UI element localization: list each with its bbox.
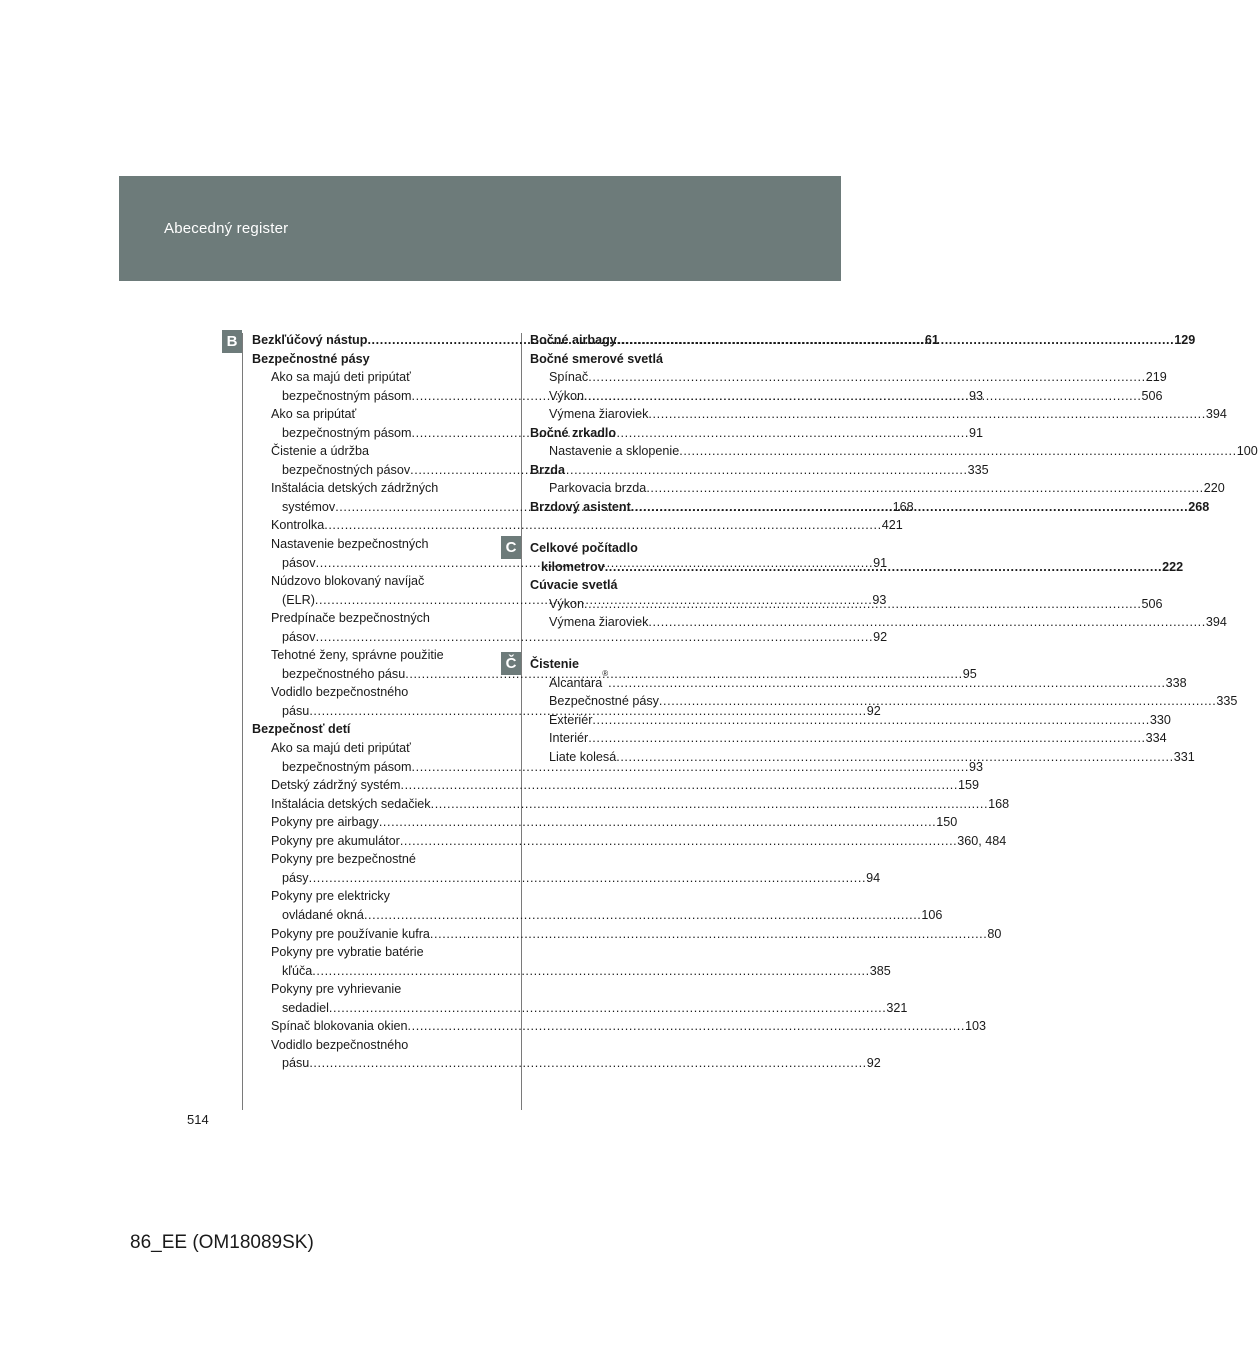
index-entry-page: 92 (866, 703, 881, 718)
index-entry-term: Exteriér (549, 712, 593, 727)
index-entry-page: 94 (866, 870, 881, 885)
index-entry-page: 95 (962, 666, 977, 681)
index-entry-term: bezpečnostným pásom (282, 388, 412, 403)
index-entry-page: 385 (869, 963, 891, 978)
index-entry (252, 962, 891, 981)
index-entry (252, 776, 979, 795)
index-entry-term: Alcantara (549, 675, 603, 690)
index-entry-term: (ELR) (282, 592, 315, 607)
index-entry-term: Pokyny pre akumulátor (271, 833, 400, 848)
index-entry-term: Bezpečnostné pásy (549, 694, 659, 709)
index-entry-term: sedadiel (282, 1000, 329, 1015)
index-entry (252, 720, 472, 739)
index-entry-page: 100 (1236, 444, 1258, 459)
index-entry (252, 628, 888, 647)
index-entry-term: Ako sa pripútať (271, 407, 357, 422)
index-entry (252, 1036, 472, 1055)
index-entry-term: Pokyny pre elektricky (271, 889, 390, 904)
index-entry (252, 572, 472, 591)
leader-dots (312, 962, 869, 981)
index-entry-term: Tehotné ženy, správne použitie (271, 648, 444, 663)
index-entry-term: Pokyny pre používanie kufra (271, 926, 430, 941)
index-entry-term: kľúča (282, 963, 313, 978)
index-entry (530, 350, 750, 369)
index-entry (252, 609, 472, 628)
leader-dots (400, 776, 957, 795)
leader-dots (648, 405, 1205, 424)
index-entry-term: Vodidlo bezpečnostného (271, 1037, 409, 1052)
page-number: 514 (187, 1112, 209, 1127)
index-entry-term: Čistenie (530, 657, 579, 671)
index-entry-term: pásu (282, 703, 310, 718)
index-entry (252, 980, 472, 999)
index-entry-term: Bezpečnostné pásy (252, 351, 370, 366)
leader-dots (584, 387, 1141, 406)
index-entry-page: 91 (968, 425, 983, 440)
index-entry-page: 103 (965, 1019, 987, 1034)
index-entry-term: Bezkľúčový nástup (252, 333, 368, 347)
leader-dots (400, 832, 957, 851)
index-entry-term: Ako sa majú deti pripútať (271, 370, 411, 385)
index-entry (252, 350, 472, 369)
index-entry-term: Pokyny pre bezpečnostné (271, 852, 416, 867)
leader-dots (430, 925, 987, 944)
index-entry (252, 943, 472, 962)
index-entry (252, 869, 881, 888)
index-entry-term: ovládané okná (282, 907, 364, 922)
index-entry-term: Spínač blokovania okien (271, 1019, 408, 1034)
index-entry-page: 93 (872, 592, 887, 607)
column-divider-right (521, 333, 522, 1110)
document-code: 86_EE (OM18089SK) (130, 1232, 314, 1253)
index-entry (530, 613, 1227, 632)
index-entry-page: 159 (957, 778, 979, 793)
leader-dots (309, 1054, 866, 1073)
index-entry-page: 360, 484 (957, 833, 1007, 848)
index-entry-term: Vodidlo bezpečnostného (271, 685, 409, 700)
index-entry-page: 80 (987, 926, 1002, 941)
index-entry-term: Bočné zrkadlo (530, 425, 617, 440)
index-entry (252, 925, 1002, 944)
index-entry (252, 850, 472, 869)
index-entry-page: 331 (1173, 749, 1195, 764)
index-entry (530, 442, 1258, 461)
index-entry (252, 683, 472, 702)
index-entry-page: 335 (1216, 694, 1238, 709)
index-entry (252, 795, 1010, 814)
index-entry-term: pásu (282, 1056, 310, 1071)
index-entry-term: Bezpečnosť detí (252, 722, 351, 737)
index-entry-term: Pokyny pre vybratie batérie (271, 945, 424, 960)
index-entry-term: Inštalácia detských sedačiek (271, 796, 431, 811)
index-entry-page: 92 (873, 629, 888, 644)
leader-dots (608, 674, 1165, 693)
page-header (119, 176, 841, 281)
index-entry-term: Nastavenie bezpečnostných (271, 537, 429, 552)
letter-tab-b: B (222, 330, 242, 353)
index-entry-page: 93 (968, 759, 983, 774)
leader-dots (408, 1017, 965, 1036)
index-entry (252, 813, 958, 832)
index-entry (252, 887, 472, 906)
index-entry (252, 479, 472, 498)
index-entry-page: 321 (886, 1000, 908, 1015)
index-entry-page: 506 (1141, 596, 1163, 611)
index-entry-term: Bočné airbagy (530, 333, 617, 347)
leader-dots (617, 331, 1174, 350)
index-entry-term: Predpínače bezpečnostných (271, 611, 430, 626)
index-entry-term: Nastavenie a sklopenie (549, 444, 680, 459)
letter-tab-c: C (501, 536, 521, 559)
index-entry-page: 219 (1145, 370, 1167, 385)
index-entry (252, 368, 472, 387)
index-entry-page: 220 (1203, 481, 1225, 496)
index-entry (530, 368, 1167, 387)
registered-mark: ® (602, 668, 609, 678)
index-entry-page: 92 (866, 1056, 881, 1071)
letter-tab-c-caron: Č (501, 652, 521, 675)
index-entry-term: Núdzovo blokovaný navíjač (271, 574, 425, 589)
index-entry (252, 1017, 987, 1036)
leader-dots (659, 692, 1216, 711)
index-entry-term: Celkové počítadlo (530, 541, 638, 555)
index-entry-page: 168 (988, 796, 1010, 811)
leader-dots (646, 479, 1203, 498)
leader-dots (584, 595, 1141, 614)
index-entry-term: pásy (282, 870, 309, 885)
index-entry-term: bezpečnostným pásom (282, 425, 412, 440)
column-divider-left (242, 333, 243, 1110)
index-entry-term: Pokyny pre vyhrievanie (271, 982, 402, 997)
index-entry (252, 1054, 881, 1073)
index-entry (530, 539, 750, 558)
index-entry-page: 150 (936, 815, 958, 830)
index-entry-page: 222 (1162, 559, 1184, 574)
index-entry-page: 338 (1165, 675, 1187, 690)
index-entry (530, 405, 1227, 424)
index-entry-term: Detský zádržný systém (271, 778, 401, 793)
leader-dots (679, 442, 1236, 461)
leader-dots (592, 711, 1149, 730)
leader-dots (605, 558, 1162, 577)
index-entry-term: bezpečnostným pásom (282, 759, 412, 774)
index-entry-page: 268 (1188, 499, 1210, 514)
index-entry (530, 479, 1225, 498)
index-entry-page: 335 (967, 462, 989, 477)
index-entry (530, 655, 750, 674)
index-entry (252, 999, 908, 1018)
index-entry-term: kilometrov (541, 559, 605, 574)
index-entry-page: 61 (924, 333, 939, 347)
index-entry (530, 711, 1171, 730)
index-entry-term: Pokyny pre airbagy (271, 815, 379, 830)
leader-dots (648, 613, 1205, 632)
index-entry-term: Brzda (530, 462, 565, 477)
index-entry (530, 729, 1167, 748)
leader-dots (588, 729, 1145, 748)
header-title: Abecedný register (164, 220, 289, 237)
index-entry-page: 334 (1145, 731, 1167, 746)
leader-dots (379, 813, 936, 832)
index-entry (530, 424, 750, 443)
index-entry-term: Inštalácia detských zádržných (271, 481, 439, 496)
index-entry-term: Výmena žiaroviek (549, 407, 649, 422)
index-entry-term: pásov (282, 555, 316, 570)
index-entry-page: 421 (881, 518, 903, 533)
index-entry-term: Bočné smerové svetlá (530, 351, 664, 366)
index-entry-term: Interiér (549, 731, 589, 746)
index-entry-page: 129 (1174, 333, 1196, 347)
leader-dots (329, 999, 886, 1018)
index-entry-term: Čistenie a údržba (271, 444, 370, 459)
index-entry-term: bezpečnostného pásu (282, 666, 406, 681)
index-entry-page: 106 (921, 907, 943, 922)
index-entry-term: Výkon (549, 596, 585, 611)
index-entry-page: 330 (1149, 712, 1171, 727)
leader-dots (309, 869, 866, 888)
index-entry-term: Výmena žiaroviek (549, 615, 649, 630)
index-entry-term: Ako sa majú deti pripútať (271, 741, 411, 756)
index-entry-page: 93 (968, 388, 983, 403)
index-entry-term: pásov (282, 629, 316, 644)
index-entry (530, 461, 750, 480)
index-entry-page: 394 (1205, 407, 1227, 422)
index-entry-term: Cúvacie svetlá (530, 578, 618, 593)
index-entry (530, 576, 750, 595)
leader-dots (616, 748, 1173, 767)
index-entry-page: 91 (873, 555, 888, 570)
index-entry (252, 405, 472, 424)
index-entry (252, 906, 943, 925)
index-entry (252, 832, 1007, 851)
index-entry-term: Výkon (549, 388, 585, 403)
index-entry (252, 646, 472, 665)
index-entry (252, 516, 903, 535)
index-entry-page: 506 (1141, 388, 1163, 403)
index-entry-term: Kontrolka (271, 518, 325, 533)
leader-dots (631, 498, 1188, 517)
leader-dots (588, 368, 1145, 387)
index-entry (252, 739, 472, 758)
index-entry-term: Parkovacia brzda (549, 481, 647, 496)
index-entry-page: 168 (892, 499, 914, 514)
index-entry-term: bezpečnostných pásov (282, 462, 411, 477)
index-entry (252, 758, 983, 777)
leader-dots (324, 516, 881, 535)
index-entry-term: systémov (282, 499, 336, 514)
leader-dots (364, 906, 921, 925)
index-entry-term: Spínač (549, 370, 589, 385)
index-entry-page: 394 (1205, 615, 1227, 630)
index-entry-term: Liate kolesá (549, 749, 617, 764)
index-entry-term: Brzdový asistent (530, 499, 631, 514)
index-entry (252, 535, 472, 554)
index-entry (252, 442, 472, 461)
leader-dots (431, 795, 988, 814)
